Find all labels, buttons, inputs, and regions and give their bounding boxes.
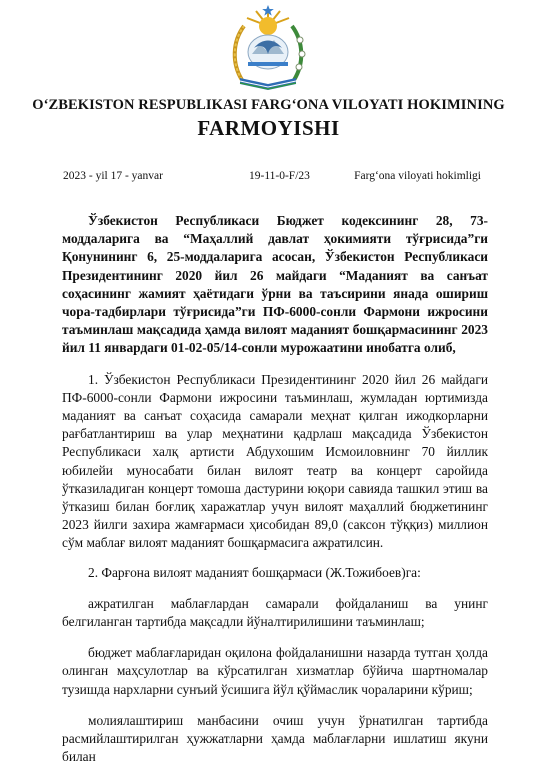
item-1-paragraph: 1. Ўзбекистон Республикаси Президентининг 2020 йил 26 майдаги ПФ-6000-сонли Фармони ижросини таъминлаш, жумладан юртимизда маданият ва санъат соҳасида самарали меҳнат қилган ижодкорларни рағбатлантириш ва улар меҳнатини қадрлаш мақсадида Ўзбекистон Республикаси халқ артисти Абдухошим Исмоиловнинг 70 йиллик юбилейи муносабати билан вилоят театр ва концерт саройида ўтказиладиган концерт томоша дастурини юқори савияда ташкил этиш ва ўтказиш билан боғлиқ харажатлар учун вилоят маҳаллий бюджетининг 2023 йилги захира жамғармаси ҳисобидан 89,0 (саксон тўққиз) миллион сўм маблағ вилоят маданият бошқармасига ажратилсин.	[62, 371, 488, 551]
item-2-paragraph: 2. Фарғона вилоят маданият бошқармаси (Ж.Тожибоев)га:	[88, 564, 421, 580]
item-2-subparagraph: бюджет маблағларидан оқилона фойдаланишни назарда тутган ҳолда олинган маҳсулотлар ва кўрсатилган хизматлар бўйича шартномалар тузишда нархларни сунъий ўсишига йўл қўймаслик чораларини кўриш;	[62, 645, 488, 697]
document-date: 2023 - yil 17 - yanvar	[63, 170, 163, 182]
state-emblem-icon	[226, 4, 310, 90]
item-2-subparagraph: молиялаштириш манбасини очиш учун ўрнатилган тартибда расмийлаштирилган ҳужжатларни ҳамда маблағларни ишлатиш якуни билан	[62, 712, 488, 765]
document-type-title: FARMOYISHI	[197, 116, 340, 140]
item-2-subparagraph: ажратилган маблағлардан самарали фойдаланиш ва унинг белгиланган тартибда мақсадли йўналтирилишини таъминлаш;	[62, 595, 488, 630]
issuing-body: Farg‘ona viloyati hokimligi	[354, 170, 481, 182]
document-body	[62, 212, 488, 766]
document-number: 19-11-0-F/23	[249, 170, 310, 182]
preamble-paragraph: Ўзбекистон Республикаси Бюджет кодексининг 28, 73-моддаларига ва “Маҳаллий давлат ҳокимияти тўғрисида”ги Қонунининг 6, 25-моддаларига асосан, Ўзбекистон Республикаси Президентининг 2020 йил 26 майдаги “Маданият ва санъат соҳасининг жамият ҳаётидаги ўрни ва таъсирини янада ошириш чора-тадбирлари тўғрисида”ги ПФ-6000-сонли Фармони ижросини таъминлаш мақсадида ҳамда вилоят маданият бошқармасининг 2023 йил 11 январдаги 01-02-05/14-сонли мурожаатини инобатга олиб,	[62, 213, 488, 356]
issuing-authority-heading: O‘ZBEKISTON RESPUBLIKASI FARG‘ONA VILOYATI HOKIMINING	[32, 97, 505, 113]
